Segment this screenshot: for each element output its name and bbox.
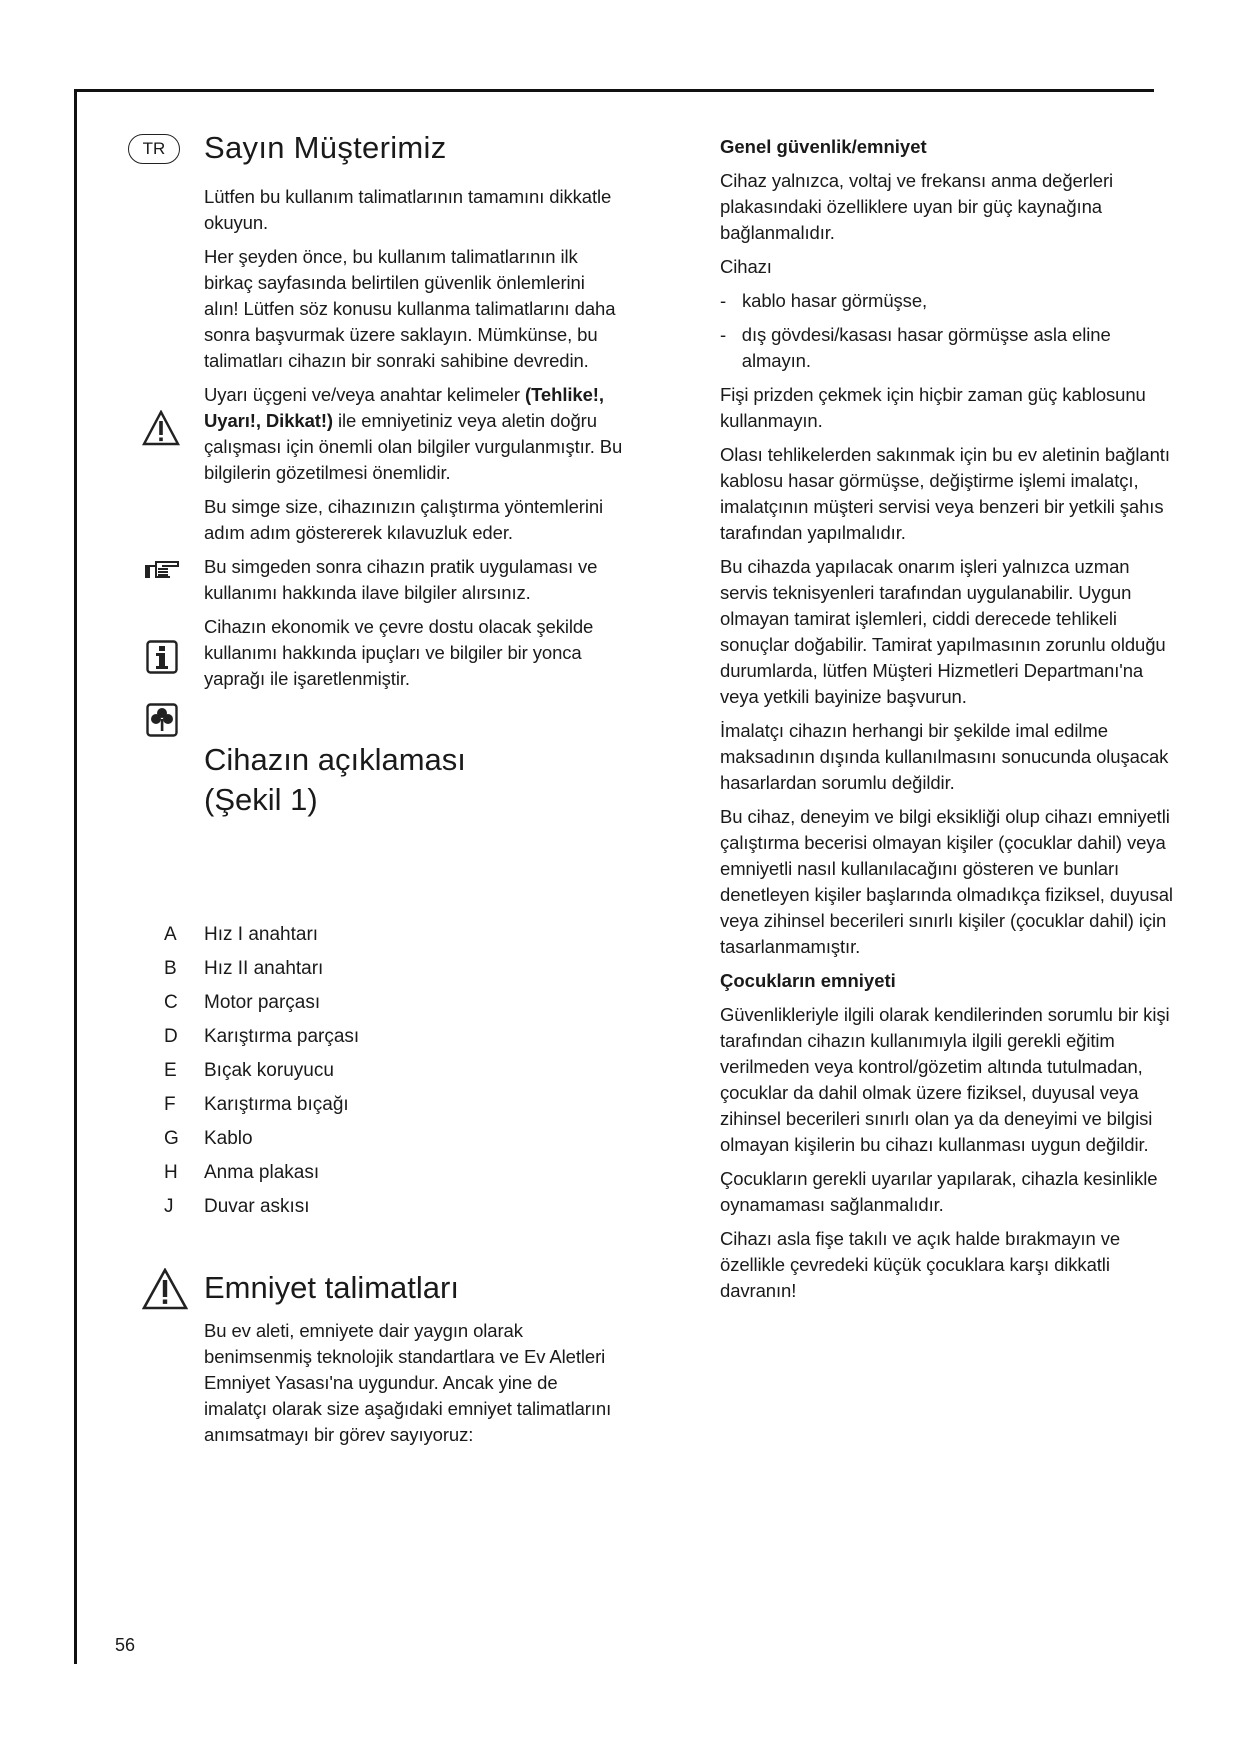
legend-row: E Bıçak koruyucu — [164, 1060, 334, 1081]
legend-row: G Kablo — [164, 1128, 253, 1149]
legend-row: B Hız II anahtarı — [164, 958, 324, 979]
language-badge: TR — [128, 134, 180, 164]
intro-paragraph-1: Lütfen bu kullanım talimatlarının tamamını dikkatle okuyun. — [204, 186, 612, 233]
eco-symbol-paragraph: Cihazın ekonomik ve çevre dostu olacak şekilde kullanımı hakkında ipuçları ve bilgiler bir yonca yaprağı ile işaretlenmiştir. — [204, 616, 594, 689]
legend-row: C Motor parçası — [164, 992, 321, 1013]
description-title-line-1: Cihazın açıklaması — [204, 742, 466, 777]
warning-paragraph — [204, 382, 624, 486]
hand-symbol-paragraph: Bu simge size, cihazınızın çalıştırma yöntemlerini adım adım göstererek kılavuzluk eder. — [204, 496, 604, 543]
safety-paragraph: Bu ev aleti, emniyete dair yaygın olarak benimsenmiş teknolojik standartlara ve Ev Aletleri Emniyet Yasası'na uygundur. Ancak yine de imalatçı olarak size aşağıdaki emniyet talimatlarını anımsatmayı bir görev sayıyoruz: — [204, 1320, 612, 1445]
top-rule — [76, 89, 1154, 92]
paragraph-power-supply: Cihaz yalnızca, voltaj ve frekansı anma değerleri plakasındaki özelliklere uyan bir güç kaynağına bağlanmalıdır. — [720, 170, 1114, 243]
legend-row: H Anma plakası — [164, 1162, 320, 1183]
warning-text-post: ile emniyetiniz veya aletin doğru çalışması için önemli olan bilgiler vurgulanmıştır. Bu bilgilerin gözetilmesi önemlidir. — [204, 410, 623, 483]
paragraph-device: Cihazı — [720, 256, 772, 277]
children-safety-heading: Çocukların emniyeti — [720, 970, 896, 991]
safety-title: Emniyet talimatları — [204, 1270, 459, 1305]
paragraph-cable-replacement: Olası tehlikelerden sakınmak için bu ev aletinin bağlantı kablosu hasar görmüşse, değiştirme işlemi imalatçı, imalatçının müşteri servisi veya benzeri bir yetkili şahıs tarafından yapılmalıdır. — [720, 444, 1170, 543]
legend-row: J Duvar askısı — [164, 1196, 310, 1217]
dash-item-cable: - kablo hasar görmüşse, — [720, 290, 928, 311]
clover-leaf-icon — [146, 703, 178, 737]
info-symbol-paragraph: Bu simgeden sonra cihazın pratik uygulaması ve kullanımı hakkında ilave bilgiler alırsınız. — [204, 556, 598, 603]
warning-text-pre: Uyarı üçgeni ve/veya anahtar kelimeler — [204, 384, 520, 405]
page-number: 56 — [115, 1635, 136, 1655]
info-icon — [146, 640, 178, 674]
paragraph-unattended: Cihazı asla fişe takılı ve açık halde bırakmayın ve özellikle çevredeki küçük çocuklara karşı dikkatli davranın! — [720, 1228, 1121, 1301]
page-title: Sayın Müşterimiz — [204, 130, 447, 165]
right-column — [720, 134, 1180, 1304]
left-rule — [74, 89, 77, 1664]
paragraph-repairs: Bu cihazda yapılacak onarım işleri yalnızca uzman servis teknisyenleri tarafından uygulanabilir. Uygun olmayan tamirat işlemleri, ciddi derecede tehlikeli sonuçlar doğabilir. Tamirat yapılmasının zorunlu olduğu durumlarda, lütfen Müşteri Hizmetleri Departmanı'na veya yetkili bayinize başvurun. — [720, 556, 1166, 707]
legend-row: F Karıştırma bıçağı — [164, 1094, 349, 1115]
left-column — [204, 128, 624, 820]
dash-item-housing: - dış gövdesi/kasası hasar görmüşse asla eline almayın. — [720, 324, 1111, 371]
parts-legend — [164, 918, 624, 1224]
intro-paragraph-2: Her şeyden önce, bu kullanım talimatlarının ilk birkaç sayfasında belirtilen güvenlik önlemlerini alın! Lütfen söz konusu kullanma talimatlarını daha sonra başvurmak üzere saklayın. Mümkünse, bu talimatları cihazın bir sonraki sahibine devredin. — [204, 246, 616, 371]
paragraph-supervision: Güvenlikleriyle ilgili olarak kendilerinden sorumlu bir kişi tarafından cihazın kullanımıyla ilgili gerekli eğitim verilmeden veya kontrol/gözetim altında tutulmadan, çocuklar da dahil olmak üzere fiziksel, duyusal veya zihinsel becerileri sınırlı olan ya da deneyimi ve bilgisi olmayan kişilerin bu cihazı kullanması uygun değildir. — [720, 1004, 1170, 1155]
legend-row: A Hız I anahtarı — [164, 924, 319, 945]
general-safety-heading: Genel güvenlik/emniyet — [720, 136, 927, 157]
description-title-line-2: (Şekil 1) — [204, 782, 318, 817]
pointing-hand-icon — [144, 558, 180, 580]
safety-section — [204, 1268, 624, 1448]
safety-warning-triangle-icon — [142, 1268, 188, 1310]
paragraph-children-play: Çocukların gerekli uyarılar yapılarak, cihazla kesinlikle oynamaması sağlanmalıdır. — [720, 1168, 1158, 1215]
paragraph-persons: Bu cihaz, deneyim ve bilgi eksikliği olup cihazı emniyetli çalıştırma becerisi olmayan kişiler (çocuklar dahil) veya emniyetli nasıl kullanılacağını gösteren ve bunları denetleyen kişiler başlarında olmadıkça fiziksel, duyusal veya zihinsel becerileri sınırlı kişiler (çocuklar dahil) için tasarlanmamıştır. — [720, 806, 1173, 957]
paragraph-plug: Fişi prizden çekmek için hiçbir zaman güç kablosunu kullanmayın. — [720, 384, 1146, 431]
legend-row: D Karıştırma parçası — [164, 1026, 360, 1047]
warning-triangle-icon — [142, 410, 180, 446]
paragraph-liability: İmalatçı cihazın herhangi bir şekilde imal edilme maksadının dışında kullanılmasını sonucunda oluşacak hasarlardan sorumlu değildir. — [720, 720, 1169, 793]
warning-keywords: (Tehlike!, Uyarı!, Dikkat!) — [204, 384, 604, 431]
